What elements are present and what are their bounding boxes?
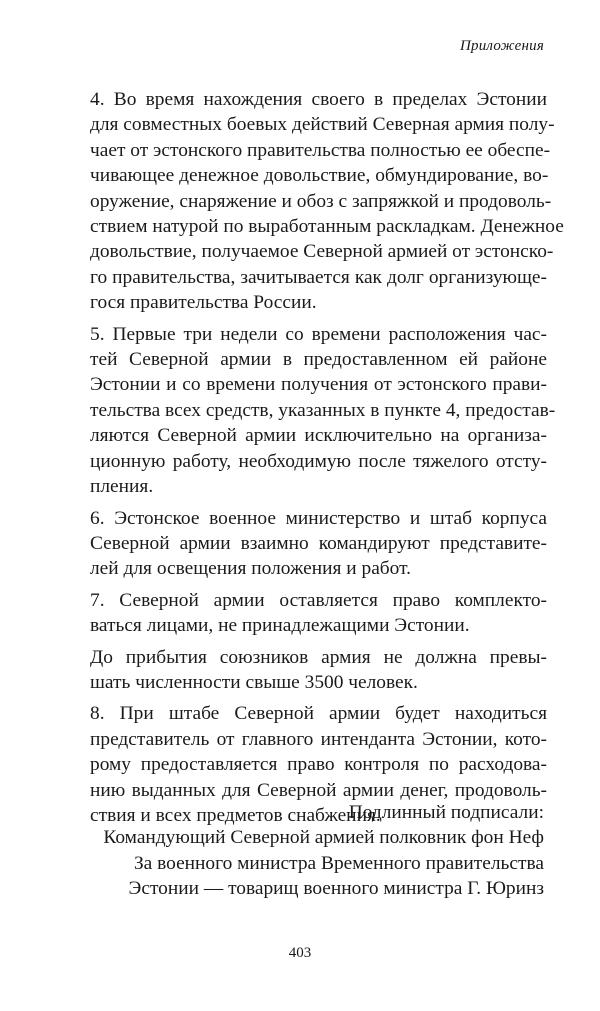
paragraph [60,322,556,500]
text-line: ционную работу, необходимую после тяжелого отсту- [90,450,547,472]
text-line: оружение, снаряжение и обоз с запряжкой и продоволь- [90,190,552,212]
text-line: 6. Эстонское военное министерство и штаб корпуса [90,507,547,529]
signature-intro: Подлинный подписали: [348,802,544,823]
paragraph [60,645,547,696]
paragraph [60,506,547,582]
text-line: чивающее денежное довольствие, обмундирование, во- [90,165,549,187]
text-line: 5. Первые три недели со времени расположения час- [90,323,547,345]
body-text [60,87,564,834]
text-line: нию выданных для Северной армии денег, продоволь- [90,779,547,801]
text-line: До прибытия союзников армия не должна превы- [90,646,547,668]
text-line: ляются Северной армии исключительно на организа- [90,425,547,447]
paragraph [60,588,547,639]
text-line: гося правительства России. [90,292,317,314]
text-line: го правительства, зачитывается как долг организующе- [90,266,547,288]
text-line: шать численности свыше 3500 человек. [90,671,418,693]
signature-minister-line1: За военного министра Временного правительства [133,852,544,874]
text-line: 8. При штабе Северной армии будет находиться [90,703,547,725]
text-line: рому предоставляется право контроля по расходова- [90,754,547,776]
signature-commander: Командующий Северной армией полковник фон Неф [103,827,544,849]
text-line: представитель от главного интенданта Эстонии, кото- [90,728,547,750]
text-line: Северной армии взаимно командируют представите- [90,532,547,554]
text-line: ствия и всех предметов снабжения. [90,804,381,826]
text-line: Эстонии и со времени получения от эстонского прави- [90,374,547,396]
signature-block [44,800,544,902]
text-line: ваться лицами, не принадлежащими Эстонии. [90,615,470,637]
text-line: 4. Во время нахождения своего в пределах Эстонии [90,89,547,110]
text-line: пления. [90,476,154,498]
text-line: 7. Северной армии оставляется право комплекто- [90,589,547,611]
text-line: чает от эстонского правительства полностью ее обеспе- [90,139,551,161]
paragraph [60,87,564,316]
text-line: тельства всех средств, указанных в пункте 4, предостав- [90,399,556,421]
signature-minister-line2: Эстонии — товарищ военного министра Г. Юринз [128,878,544,900]
page-number: 403 [288,945,312,961]
running-header: Приложения [459,38,544,54]
text-line: ствием натурой по выработанным раскладкам. Денежное [90,216,564,238]
text-line: довольствие, получаемое Северной армией от эстонско- [90,241,554,263]
text-line: лей для освещения положения и работ. [90,558,411,580]
text-line: тей Северной армии в предоставленном ей районе [90,349,547,371]
text-line: для совместных боевых действий Северная армия полу- [90,114,555,136]
